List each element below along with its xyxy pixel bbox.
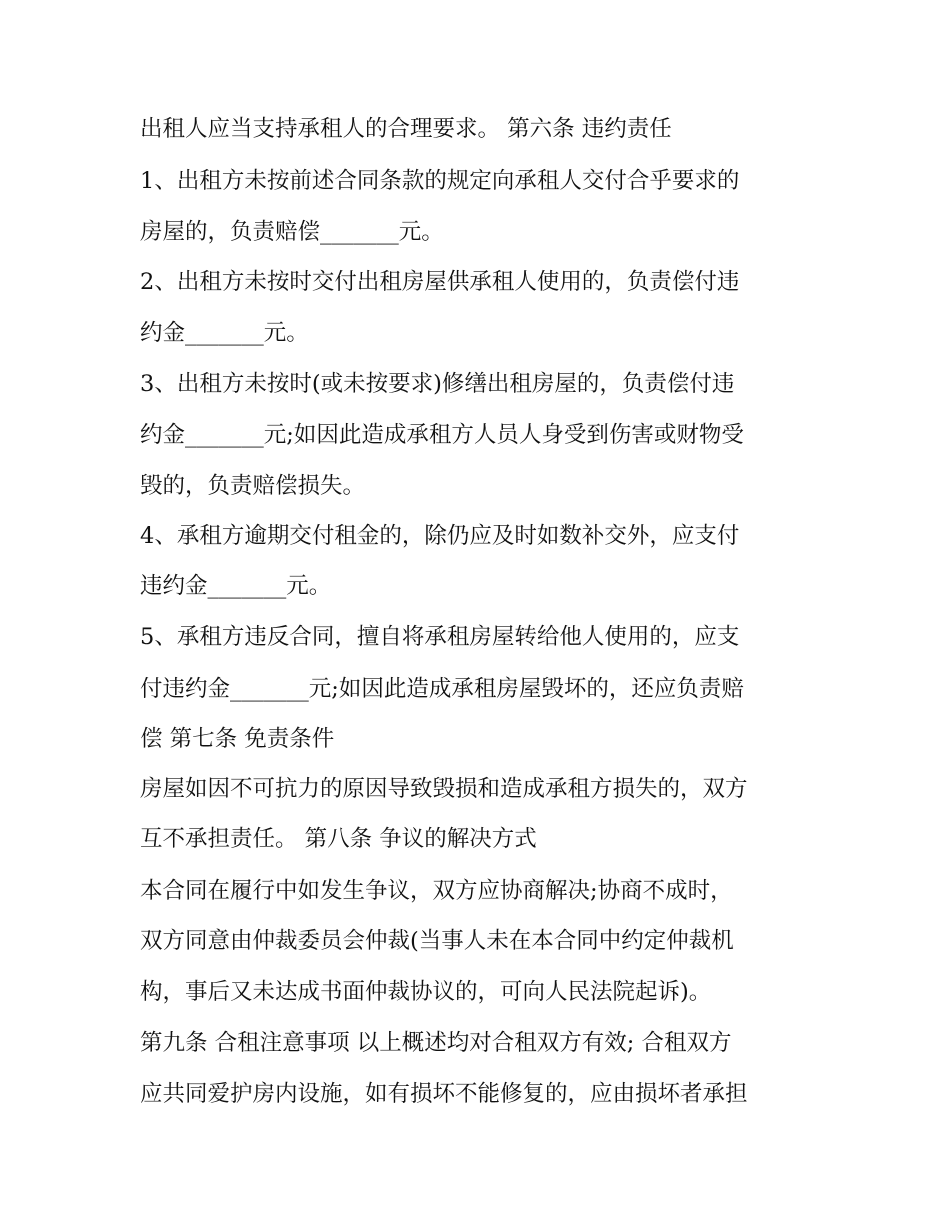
text-line: 互不承担责任。 第八条 争议的解决方式 bbox=[140, 826, 537, 852]
text-line: 第九条 合租注意事项 以上概述均对合租双方有效; 合租双方 bbox=[140, 1030, 732, 1056]
text-line: 房屋如因不可抗力的原因导致毁损和造成承租方损失的，双方 bbox=[140, 776, 748, 802]
text-line: 本合同在履行中如发生争议，双方应协商解决;协商不成时， bbox=[140, 878, 733, 904]
text-line: 1、出租方未按前述合同条款的规定向承租人交付合乎要求的 bbox=[140, 168, 740, 194]
text-line: 毁的，负责赔偿损失。 bbox=[140, 473, 366, 499]
text-line: 2、出租方未按时交付出租房屋供承租人使用的，负责偿付违 bbox=[140, 269, 740, 295]
text-line: 出租人应当支持承租人的合理要求。 第六条 违约责任 bbox=[140, 116, 672, 142]
text-line: 5、承租方违反合同，擅自将承租房屋转给他人使用的，应支 bbox=[140, 624, 740, 650]
text-line: 4、承租方逾期交付租金的，除仍应及时如数补交外，应支付 bbox=[140, 523, 740, 549]
text-line: 约金_______元;如因此造成承租方人员人身受到伤害或财物受 bbox=[140, 422, 744, 448]
text-line: 构，事后又未达成书面仲裁协议的，可向人民法院起诉)。 bbox=[140, 979, 712, 1005]
text-line: 违约金_______元。 bbox=[140, 573, 332, 599]
text-line: 应共同爱护房内设施，如有损坏不能修复的，应由损坏者承担 bbox=[140, 1081, 748, 1107]
text-line: 付违约金_______元;如因此造成承租房屋毁坏的，还应负责赔 bbox=[140, 676, 744, 702]
text-line: 3、出租方未按时(或未按要求)修缮出租房屋的，负责偿付违 bbox=[140, 371, 735, 397]
text-line: 房屋的，负责赔偿_______元。 bbox=[140, 219, 444, 245]
text-line: 偿 第七条 免责条件 bbox=[140, 726, 335, 752]
text-line: 约金_______元。 bbox=[140, 320, 309, 346]
text-line: 双方同意由仲裁委员会仲裁(当事人未在本合同中约定仲裁机 bbox=[140, 928, 734, 954]
